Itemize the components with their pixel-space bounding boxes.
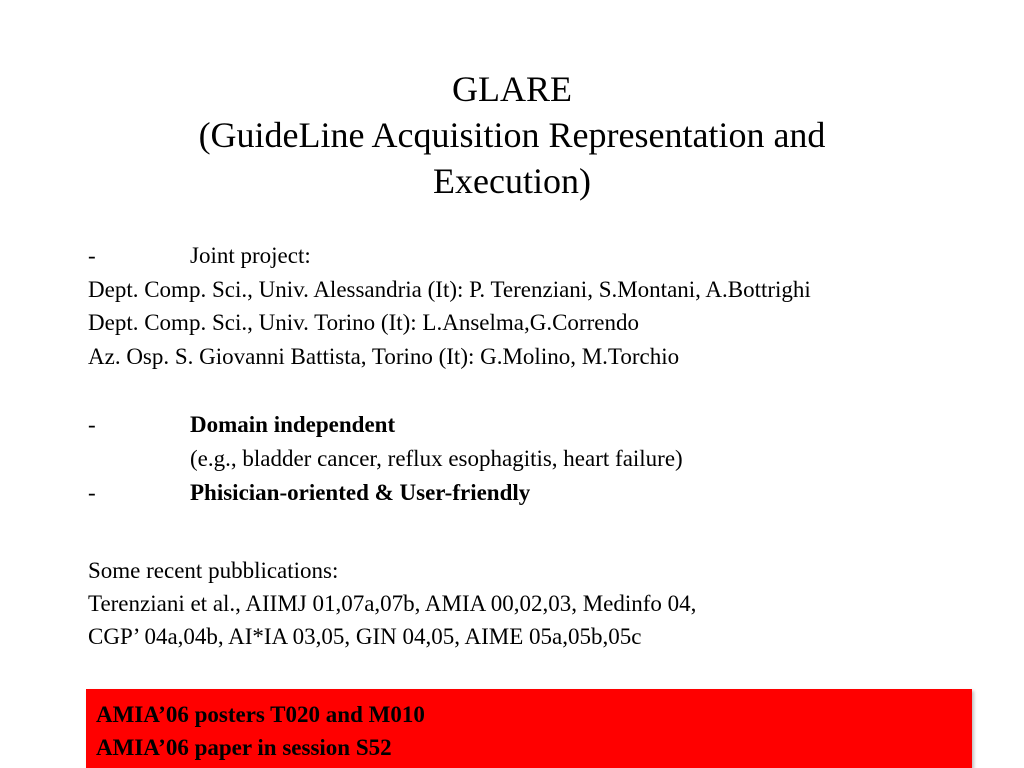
affiliation-line-2: Dept. Comp. Sci., Univ. Torino (It): L.Anselma,G.Correndo — [88, 310, 639, 335]
title-line-1: GLARE — [452, 69, 572, 109]
publications-line-1: Terenziani et al., AIIMJ 01,07a,07b, AMIA 00,02,03, Medinfo 04, — [88, 591, 697, 616]
publications-heading: Some recent pubblications: — [88, 558, 339, 583]
title-line-3: Execution) — [433, 161, 591, 201]
domain-examples: (e.g., bladder cancer, reflux esophagitis, heart failure) — [190, 446, 683, 471]
amia-posters-line: AMIA’06 posters T020 and M010 — [96, 702, 425, 727]
publications-line-2: CGP’ 04a,04b, AI*IA 03,05, GIN 04,05, AIME 05a,05b,05c — [88, 624, 642, 649]
physician-oriented-label: Phisician-oriented & User-friendly — [190, 480, 531, 505]
joint-project-bullet: - — [88, 243, 96, 268]
title-line-2: (GuideLine Acquisition Representation and — [198, 115, 826, 155]
affiliation-line-1: Dept. Comp. Sci., Univ. Alessandria (It): P. Terenziani, S.Montani, A.Bottrighi — [88, 277, 811, 302]
amia-highlight-box — [86, 689, 972, 768]
amia-paper-line: AMIA’06 paper in session S52 — [96, 735, 392, 760]
domain-independent-label: Domain independent — [190, 412, 396, 437]
affiliation-line-3: Az. Osp. S. Giovanni Battista, Torino (It): G.Molino, M.Torchio — [88, 344, 680, 369]
physician-bullet: - — [88, 480, 96, 505]
joint-project-heading: Joint project: — [190, 243, 311, 268]
domain-bullet: - — [88, 412, 96, 437]
slide-title — [0, 66, 1024, 204]
